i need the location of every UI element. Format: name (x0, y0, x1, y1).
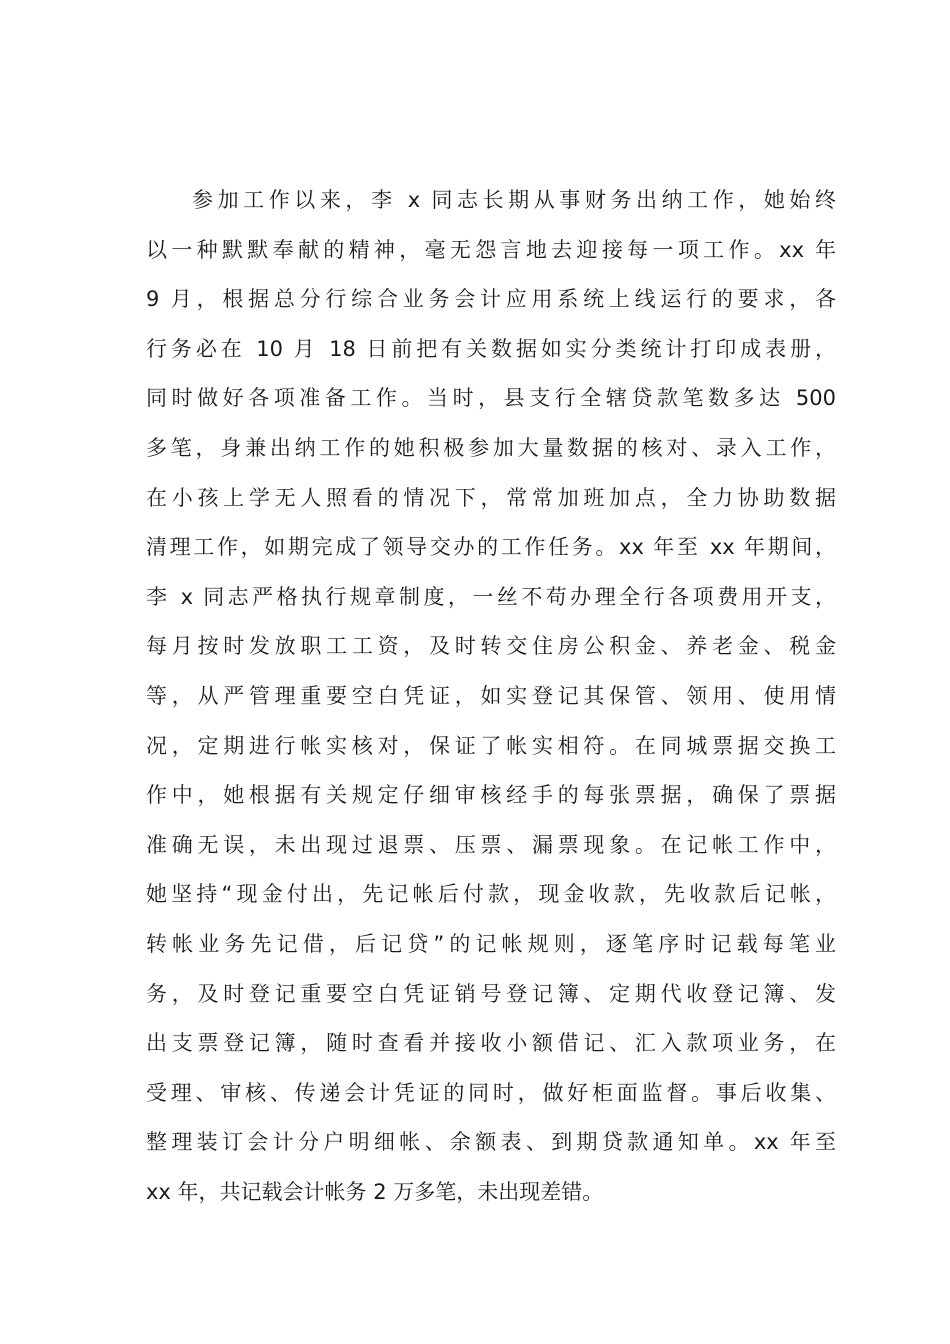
paragraph-line: 参加工作以来，李 x 同志长期从事财务出纳工作，她始终 (192, 188, 836, 212)
paragraph-line: 行务必在 10 月 18 日前把有关数据如实分类统计打印成表册， (146, 336, 836, 361)
paragraph-line: 清理工作，如期完成了领导交办的工作任务。xx 年至 xx 年期间， (146, 535, 836, 560)
paragraph-line: 她坚持“现金付出，先记帐后付款，现金收款，先收款后记帐， (146, 882, 836, 907)
paragraph-line: 9 月，根据总分行综合业务会计应用系统上线运行的要求，各 (146, 287, 836, 312)
body-paragraph (146, 176, 836, 1217)
paragraph-line: 整理装订会计分户明细帐、余额表、到期贷款通知单。xx 年至 (146, 1130, 836, 1155)
paragraph-line: 李 x 同志严格执行规章制度，一丝不苟办理全行各项费用开支， (146, 584, 836, 609)
paragraph-line: 受理、审核、传递会计凭证的同时，做好柜面监督。事后收集、 (146, 1080, 836, 1105)
paragraph-line: 务，及时登记重要空白凭证销号登记簿、定期代收登记簿、发 (146, 981, 836, 1006)
paragraph-line: 出支票登记簿，随时查看并接收小额借记、汇入款项业务，在 (146, 1031, 836, 1056)
paragraph-line: 作中，她根据有关规定仔细审核经手的每张票据，确保了票据 (146, 783, 836, 808)
paragraph-line: 况，定期进行帐实核对，保证了帐实相符。在同城票据交换工 (146, 733, 836, 758)
paragraph-line: 多笔，身兼出纳工作的她积极参加大量数据的核对、录入工作， (146, 435, 836, 460)
paragraph-line: 等，从严管理重要空白凭证，如实登记其保管、领用、使用情 (146, 683, 836, 708)
paragraph-line: 在小孩上学无人照看的情况下，常常加班加点，全力协助数据 (146, 485, 836, 510)
paragraph-line: 准确无误，未出现过退票、压票、漏票现象。在记帐工作中， (146, 832, 836, 857)
paragraph-line: 转帐业务先记借，后记贷”的记帐规则，逐笔序时记载每笔业 (146, 931, 836, 956)
paragraph-line: xx 年，共记载会计帐务 2 万多笔，未出现差错。 (146, 1179, 604, 1204)
paragraph-line: 同时做好各项准备工作。当时，县支行全辖贷款笔数多达 500 (146, 386, 836, 411)
paragraph-line: 以一种默默奉献的精神，毫无怨言地去迎接每一项工作。xx 年 (146, 237, 836, 262)
paragraph-line: 每月按时发放职工工资，及时转交住房公积金、养老金、税金 (146, 634, 836, 659)
